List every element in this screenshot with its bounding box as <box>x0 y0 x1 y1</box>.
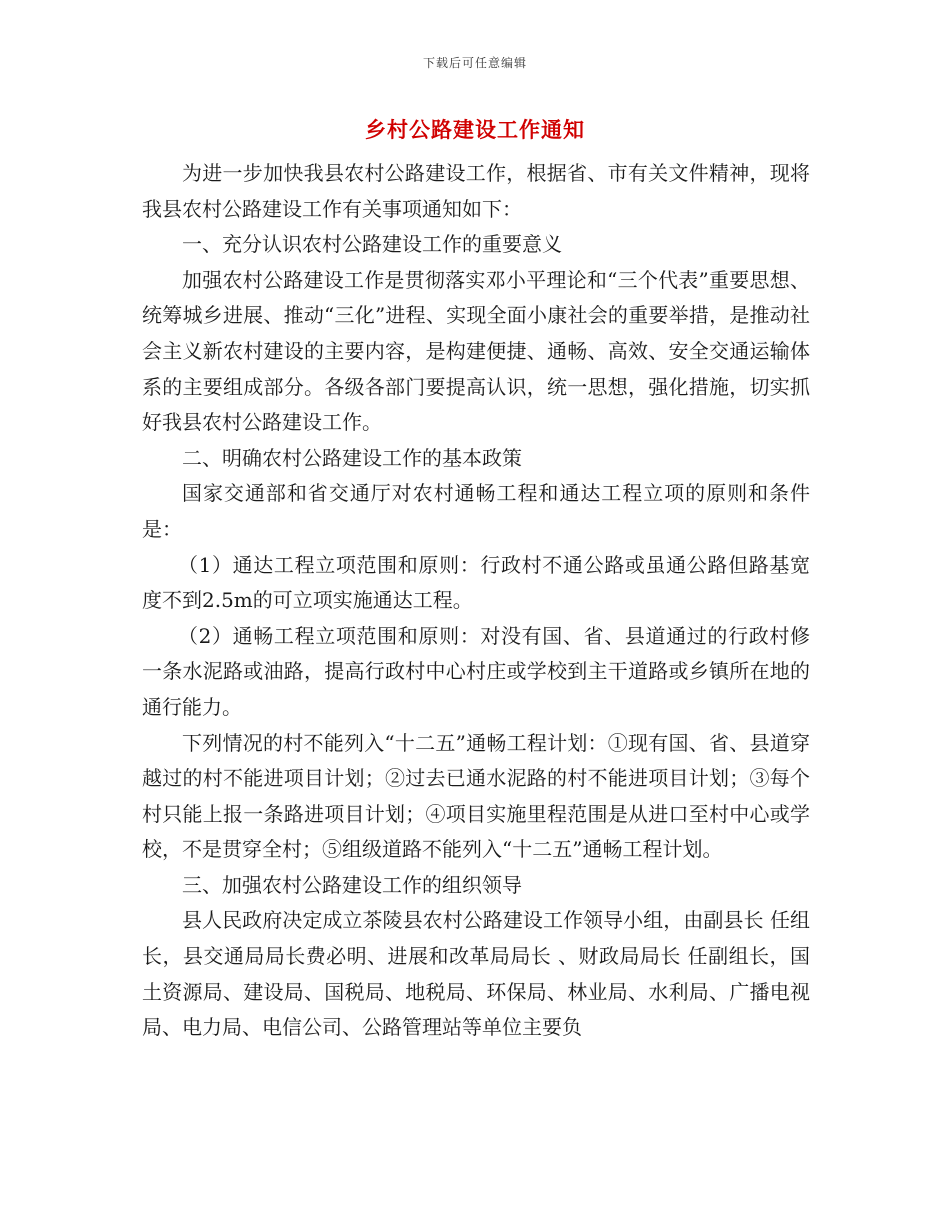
document-title: 乡村公路建设工作通知 <box>365 117 585 142</box>
section-2-item-1: （1）通达工程立项范围和原则：行政村不通公路或虽通公路但路基宽度不到2.5m的可立项实施通达工程。 <box>142 552 810 613</box>
document-body <box>142 156 810 1046</box>
section-3-paragraph: 县人民政府决定成立茶陵县农村公路建设工作领导小组，由副县长 任组长，县交通局局长费必明、进展和改革局局长 、财政局局长 任副组长，国土资源局、建设局、国税局、地税局、环保局、林业局、水利局、广播电视局、电力局、电信公司、公路管理站等单位主要负 <box>142 908 810 1040</box>
section-heading-1: 一、充分认识农村公路建设工作的重要意义 <box>182 232 562 257</box>
intro-paragraph: 为进一步加快我县农村公路建设工作，根据省、市有关文件精神，现将我县农村公路建设工作有关事项通知如下： <box>142 161 810 221</box>
section-1-paragraph: 加强农村公路建设工作是贯彻落实邓小平理论和“三个代表”重要思想、统筹城乡进展、推动“三化”进程、实现全面小康社会的重要举措，是推动社会主义新农村建设的主要内容，是构建便捷、通畅、高效、安全交通运输体系的主要组成部分。各级各部门要提高认识，统一思想，强化措施，切实抓好我县农村公路建设工作。 <box>142 267 810 435</box>
section-2-exclusions-paragraph: 下列情况的村不能列入“十二五”通畅工程计划：①现有国、省、县道穿越过的村不能进项目计划；②过去已通水泥路的村不能进项目计划；③每个村只能上报一条路进项目计划；④项目实施里程范围是从进口至村中心或学校，不是贯穿全村；⑤组级道路不能列入“十二五”通畅工程计划。 <box>142 730 810 862</box>
section-heading-3: 三、加强农村公路建设工作的组织领导 <box>182 872 522 897</box>
page-header-note: 下载后可任意编辑 <box>422 56 527 70</box>
section-2-item-2: （2）通畅工程立项范围和原则：对没有国、省、县道通过的行政村修一条水泥路或油路，提高行政村中心村庄或学校到主干道路或乡镇所在地的通行能力。 <box>142 623 810 719</box>
section-2-paragraph: 国家交通部和省交通厅对农村通畅工程和通达工程立项的原则和条件是： <box>142 481 810 541</box>
section-heading-2: 二、明确农村公路建设工作的基本政策 <box>182 445 522 470</box>
